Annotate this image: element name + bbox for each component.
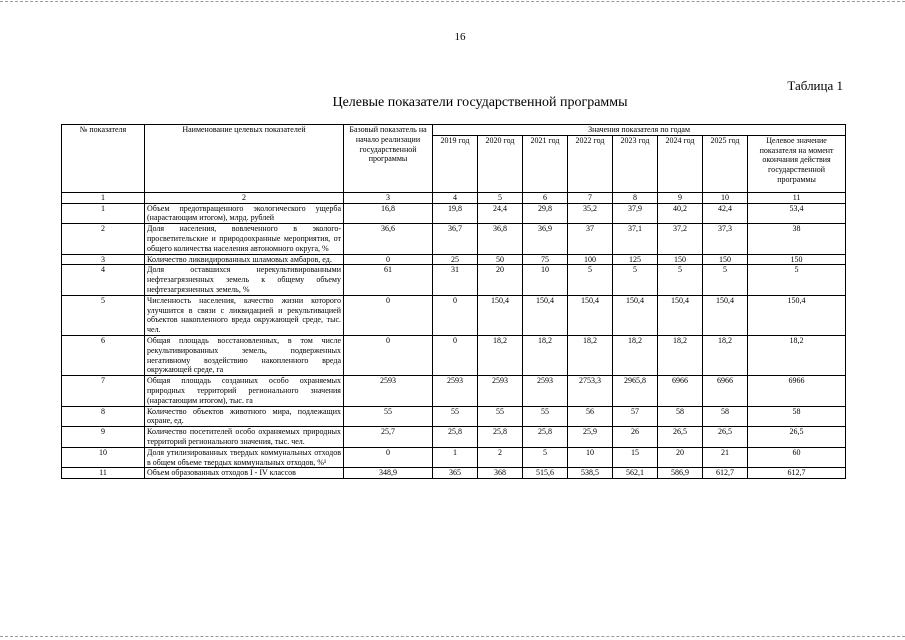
year-value: 36,9: [523, 224, 568, 254]
indicator-name: Общая площадь созданных особо охраняемых природных территорий регионального значения (нарастающим итогом), тыс. га: [145, 376, 344, 406]
year-value: 2593: [433, 376, 478, 406]
header-year: 2019 год: [433, 135, 478, 192]
column-number: 11: [748, 192, 846, 203]
year-value: 5: [523, 447, 568, 468]
indicator-number: 11: [62, 468, 145, 479]
year-value: 20: [478, 265, 523, 295]
table-row: [62, 427, 846, 448]
year-value: 150,4: [523, 295, 568, 335]
column-number: 9: [658, 192, 703, 203]
year-value: 2965,8: [613, 376, 658, 406]
indicator-name: Численность населения, качество жизни которого улучшится в связи с ликвидацией и рекультивацией объектов накопленного вреда окружающей среде, тыс. чел.: [145, 295, 344, 335]
year-value: 150: [703, 254, 748, 265]
header-base-value: Базовый показатель на начало реализации государственной программы: [344, 125, 433, 193]
indicator-name: Доля утилизированных твердых коммунальных отходов в общем объеме твердых коммунальных отходов, %¹: [145, 447, 344, 468]
target-value: 5: [748, 265, 846, 295]
year-value: 57: [613, 406, 658, 427]
header-year: 2024 год: [658, 135, 703, 192]
base-value: 25,7: [344, 427, 433, 448]
year-value: 6966: [703, 376, 748, 406]
header-year: 2022 год: [568, 135, 613, 192]
table-label: Таблица 1: [787, 78, 843, 93]
year-value: 10: [523, 265, 568, 295]
indicator-number: 1: [62, 203, 145, 224]
base-value: 36,6: [344, 224, 433, 254]
year-value: 55: [433, 406, 478, 427]
indicator-name: Доля населения, вовлеченного в эколого-просветительские и природоохранные мероприятия, от общего количества населения автономного округа, %: [145, 224, 344, 254]
year-value: 58: [658, 406, 703, 427]
year-value: 15: [613, 447, 658, 468]
year-value: 10: [568, 447, 613, 468]
target-value: 18,2: [748, 335, 846, 375]
target-value: 38: [748, 224, 846, 254]
year-value: 25,8: [478, 427, 523, 448]
year-value: 150,4: [613, 295, 658, 335]
table-row: [62, 203, 846, 224]
indicator-number: 5: [62, 295, 145, 335]
page-number: 16: [454, 31, 466, 43]
target-value: 150: [748, 254, 846, 265]
indicator-number: 7: [62, 376, 145, 406]
year-value: 18,2: [523, 335, 568, 375]
year-value: 18,2: [568, 335, 613, 375]
table-row: [62, 406, 846, 427]
year-value: 40,2: [658, 203, 703, 224]
year-value: 37,9: [613, 203, 658, 224]
year-value: 2753,3: [568, 376, 613, 406]
base-value: 0: [344, 335, 433, 375]
scan-edge-bottom: [0, 636, 905, 637]
year-value: 368: [478, 468, 523, 479]
year-value: 5: [703, 265, 748, 295]
indicator-number: 9: [62, 427, 145, 448]
indicator-name: Объем образованных отходов I - IV классов: [145, 468, 344, 479]
year-value: 55: [523, 406, 568, 427]
base-value: 0: [344, 254, 433, 265]
table-row: [62, 447, 846, 468]
year-value: 612,7: [703, 468, 748, 479]
year-value: 2: [478, 447, 523, 468]
target-value: 612,7: [748, 468, 846, 479]
target-value: 26,5: [748, 427, 846, 448]
target-value: 6966: [748, 376, 846, 406]
table-row: [62, 265, 846, 295]
indicator-number: 10: [62, 447, 145, 468]
year-value: 56: [568, 406, 613, 427]
indicator-name: Количество посетителей особо охраняемых природных территорий регионального значения, тыс. чел.: [145, 427, 344, 448]
header-indicator-name: Наименование целевых показателей: [145, 125, 344, 193]
year-value: 18,2: [658, 335, 703, 375]
year-value: 37: [568, 224, 613, 254]
target-value: 150,4: [748, 295, 846, 335]
table-row: [62, 335, 846, 375]
year-value: 25,8: [523, 427, 568, 448]
column-number: 8: [613, 192, 658, 203]
year-value: 515,6: [523, 468, 568, 479]
indicator-number: 3: [62, 254, 145, 265]
year-value: 25,8: [433, 427, 478, 448]
header-values-by-year: Значения показателя по годам: [433, 125, 846, 136]
year-value: 42,4: [703, 203, 748, 224]
year-value: 50: [478, 254, 523, 265]
table-row: [62, 468, 846, 479]
base-value: 61: [344, 265, 433, 295]
year-value: 365: [433, 468, 478, 479]
header-indicator-number: № показателя: [62, 125, 145, 193]
indicators-table: [61, 124, 846, 479]
column-number: 7: [568, 192, 613, 203]
header-year: 2025 год: [703, 135, 748, 192]
column-number: 5: [478, 192, 523, 203]
year-value: 36,8: [478, 224, 523, 254]
indicator-name: Общая площадь восстановленных, в том числе рекультивированных земель, подверженных негативному воздействию накопленного вреда окружающей среде, га: [145, 335, 344, 375]
year-value: 2593: [523, 376, 568, 406]
year-value: 35,2: [568, 203, 613, 224]
indicator-name: Объем предотвращенного экологического ущерба (нарастающим итогом), млрд. рублей: [145, 203, 344, 224]
year-value: 125: [613, 254, 658, 265]
year-value: 150,4: [703, 295, 748, 335]
column-number: 10: [703, 192, 748, 203]
indicator-name: Количество ликвидированных шламовых амбаров, ед.: [145, 254, 344, 265]
year-value: 29,8: [523, 203, 568, 224]
year-value: 18,2: [613, 335, 658, 375]
year-value: 18,2: [703, 335, 748, 375]
year-value: 36,7: [433, 224, 478, 254]
year-value: 55: [478, 406, 523, 427]
year-value: 150,4: [478, 295, 523, 335]
target-value: 60: [748, 447, 846, 468]
year-value: 25: [433, 254, 478, 265]
year-value: 0: [433, 335, 478, 375]
target-value: 58: [748, 406, 846, 427]
scan-edge-top: [0, 1, 905, 2]
year-value: 1: [433, 447, 478, 468]
year-value: 150,4: [658, 295, 703, 335]
base-value: 2593: [344, 376, 433, 406]
year-value: 25,9: [568, 427, 613, 448]
year-value: 100: [568, 254, 613, 265]
header-year: 2020 год: [478, 135, 523, 192]
year-value: 75: [523, 254, 568, 265]
indicator-number: 4: [62, 265, 145, 295]
base-value: 348,9: [344, 468, 433, 479]
year-value: 37,2: [658, 224, 703, 254]
year-value: 26: [613, 427, 658, 448]
indicator-number: 6: [62, 335, 145, 375]
year-value: 37,3: [703, 224, 748, 254]
table-row: [62, 254, 846, 265]
year-value: 150,4: [568, 295, 613, 335]
year-value: 562,1: [613, 468, 658, 479]
header-year: 2021 год: [523, 135, 568, 192]
column-number: 4: [433, 192, 478, 203]
year-value: 5: [613, 265, 658, 295]
base-value: 16,8: [344, 203, 433, 224]
base-value: 0: [344, 295, 433, 335]
year-value: 586,9: [658, 468, 703, 479]
year-value: 37,1: [613, 224, 658, 254]
year-value: 2593: [478, 376, 523, 406]
year-value: 5: [658, 265, 703, 295]
indicator-number: 2: [62, 224, 145, 254]
indicator-name: Доля оставшихся нерекультивированными нефтезагрязненных земель к общему объему нефтезагрязненных земель, %: [145, 265, 344, 295]
page-title: Целевые показатели государственной программы: [332, 95, 628, 110]
indicator-number: 8: [62, 406, 145, 427]
year-value: 19,8: [433, 203, 478, 224]
base-value: 0: [344, 447, 433, 468]
header-target-value: Целевое значение показателя на момент окончания действия государственной программы: [748, 135, 846, 192]
table-row: [62, 224, 846, 254]
year-value: 26,5: [703, 427, 748, 448]
header-year: 2023 год: [613, 135, 658, 192]
year-value: 31: [433, 265, 478, 295]
year-value: 0: [433, 295, 478, 335]
year-value: 5: [568, 265, 613, 295]
column-number: 3: [344, 192, 433, 203]
year-value: 58: [703, 406, 748, 427]
year-value: 26,5: [658, 427, 703, 448]
year-value: 20: [658, 447, 703, 468]
year-value: 21: [703, 447, 748, 468]
table-row: [62, 295, 846, 335]
year-value: 6966: [658, 376, 703, 406]
column-number: 6: [523, 192, 568, 203]
target-value: 53,4: [748, 203, 846, 224]
base-value: 55: [344, 406, 433, 427]
indicator-name: Количество объектов животного мира, подлежащих охране, ед.: [145, 406, 344, 427]
column-number: 2: [145, 192, 344, 203]
column-number: 1: [62, 192, 145, 203]
year-value: 24,4: [478, 203, 523, 224]
year-value: 538,5: [568, 468, 613, 479]
year-value: 18,2: [478, 335, 523, 375]
table-row: [62, 376, 846, 406]
year-value: 150: [658, 254, 703, 265]
